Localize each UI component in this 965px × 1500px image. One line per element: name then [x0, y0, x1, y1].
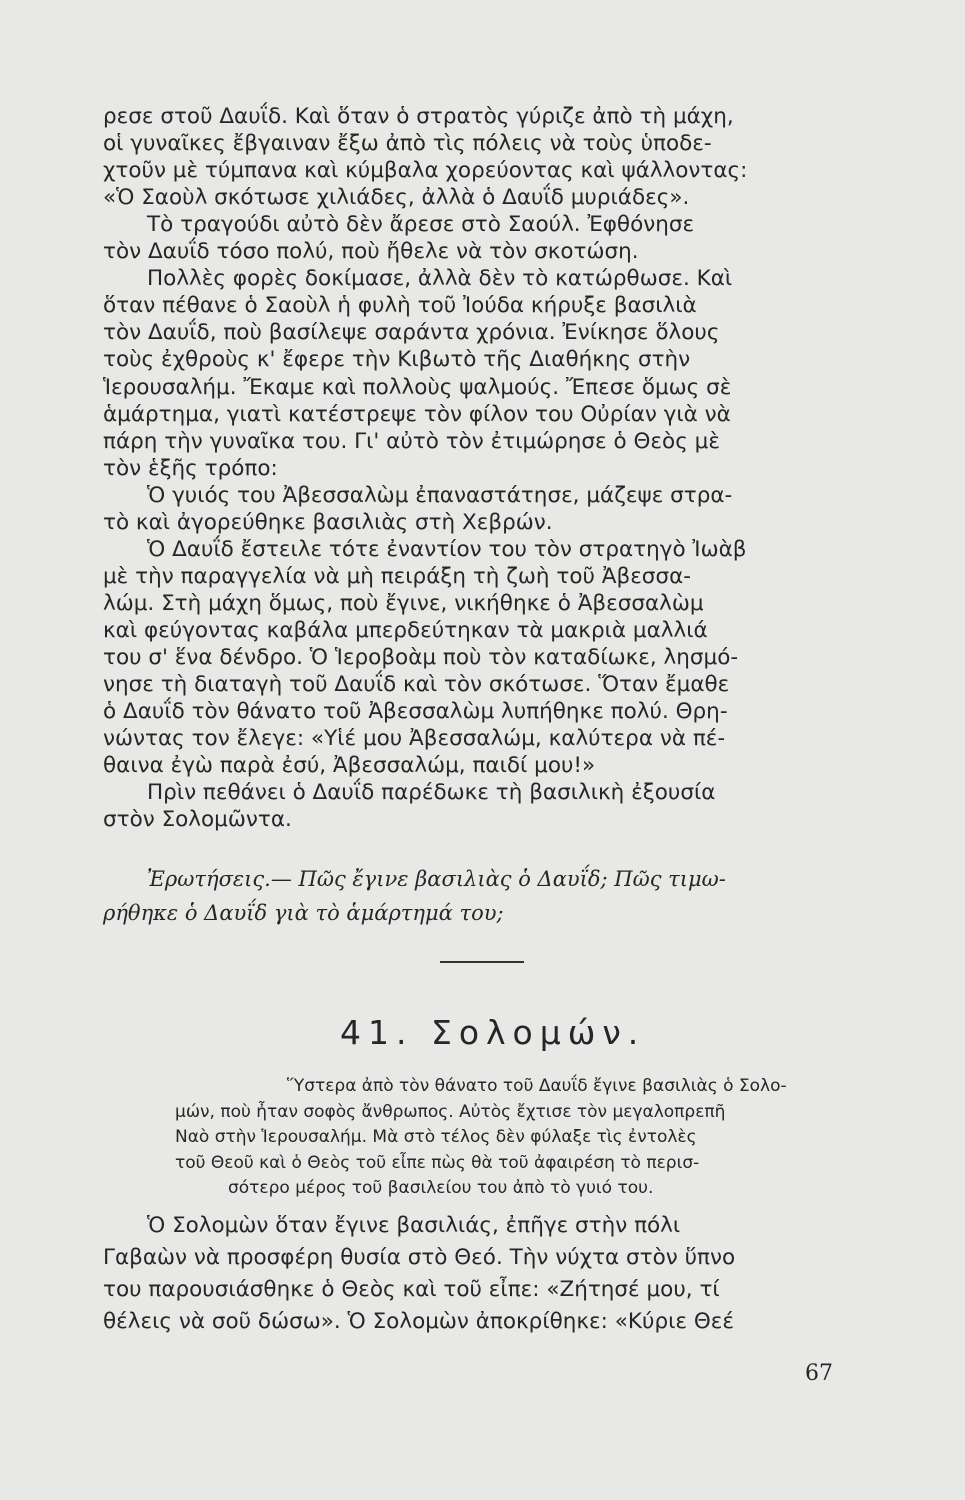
text-line: Γαβαὼν νὰ προσφέρη θυσία στὸ Θεό. Τὴν νύχτα στὸν ὕπνο [103, 1245, 736, 1270]
text-line: Ὕστερα ἀπὸ τὸν θάνατο τοῦ Δαυΐδ ἔγινε βασιλιὰς ὁ Σολο- [287, 1076, 787, 1096]
text-line: Πολλὲς φορὲς δοκίμασε, ἀλλὰ δὲν τὸ κατώρθωσε. Καὶ [147, 266, 733, 292]
text-line: Ὁ Σολομὼν ὅταν ἔγινε βασιλιάς, ἐπῆγε στὴν πόλι [147, 1213, 681, 1238]
text-line: πάρη τὴν γυναῖκα του. Γι' αὐτὸ τὸν ἐτιμώρησε ὁ Θεὸς μὲ [103, 428, 720, 454]
text-line: τὸν Δαυΐδ, ποὺ βασίλεψε σαράντα χρόνια. Ἐνίκησε ὅλους [103, 320, 720, 346]
text-line: σότερο μέρος τοῦ βασιλείου του ἀπὸ τὸ γυιό του. [228, 1178, 654, 1198]
text-line: στὸν Σολομῶντα. [103, 807, 292, 833]
text-line: ὁ Δαυΐδ τὸν θάνατο τοῦ Ἀβεσσαλὼμ λυπήθηκε πολύ. Θρη- [103, 699, 728, 725]
text-line: ὅταν πέθανε ὁ Σαοὺλ ἡ φυλὴ τοῦ Ἰούδα κήρυξε βασιλιὰ [103, 293, 697, 319]
text-line: του παρουσιάσθηκε ὁ Θεὸς καὶ τοῦ εἶπε: «Ζήτησέ μου, τί [103, 1277, 720, 1302]
page-number: 67 [805, 1361, 833, 1386]
text-line: «Ὁ Σαοὺλ σκότωσε χιλιάδες, ἀλλὰ ὁ Δαυΐδ μυριάδες». [103, 185, 690, 211]
text-line: Ὁ Δαυΐδ ἔστειλε τότε ἐναντίον του τὸν στρατηγὸ Ἰωὰβ [147, 536, 747, 562]
text-line: Τὸ τραγούδι αὐτὸ δὲν ἄρεσε στὸ Σαούλ. Ἐφθόνησε [147, 212, 695, 238]
text-line: τοὺς ἐχθροὺς κ' ἔφερε τὴν Κιβωτὸ τῆς Διαθήκης στὴν [103, 347, 691, 373]
text-line: τὸν ἑξῆς τρόπο: [103, 455, 278, 481]
text-line: ρήθηκε ὁ Δαυΐδ γιὰ τὸ ἁμάρτημά του; [103, 901, 504, 925]
text-line: Ναὸ στὴν Ἱερουσαλήμ. Μὰ στὸ τέλος δὲν φύλαξε τὶς ἐντολὲς [175, 1127, 697, 1147]
text-line: νησε τὴ διαταγὴ τοῦ Δαυΐδ καὶ τὸν σκότωσε. Ὅταν ἔμαθε [103, 672, 730, 698]
text-line: νώντας τον ἔλεγε: «Υἱέ μου Ἀβεσσαλώμ, καλύτερα νὰ πέ- [103, 726, 726, 752]
text-line: λώμ. Στὴ μάχη ὅμως, ποὺ ἔγινε, νικήθηκε ὁ Ἀβεσσαλὼμ [103, 590, 704, 616]
text-line: τοῦ Θεοῦ καὶ ὁ Θεὸς τοῦ εἶπε πὼς θὰ τοῦ ἀφαιρέση τὸ περισ- [175, 1152, 700, 1173]
section-heading: 41. Σολομών. [340, 1013, 646, 1052]
text-line: τὸ καὶ ἀγορεύθηκε βασιλιὰς στὴ Χεβρών. [103, 509, 553, 535]
text-line: τὸν Δαυΐδ τόσο πολύ, ποὺ ἤθελε νὰ τὸν σκοτώση. [103, 239, 639, 265]
text-line: του σ' ἕνα δένδρο. Ὁ Ἱεροβοὰμ ποὺ τὸν καταδίωκε, λησμό- [103, 645, 739, 670]
text-line: οἱ γυναῖκες ἔβγαιναν ἔξω ἀπὸ τὶς πόλεις νὰ τοὺς ὑποδε- [103, 131, 712, 157]
section-divider [440, 961, 524, 963]
text-line: χτοῦν μὲ τύμπανα καὶ κύμβαλα χορεύοντας καὶ ψάλλοντας: [103, 158, 748, 184]
text-line: Ὁ γυιός του Ἀβεσσαλὼμ ἐπαναστάτησε, μάζεψε στρα- [147, 482, 733, 508]
text-line: μών, ποὺ ἦταν σοφὸς ἄνθρωπος. Αὐτὸς ἔχτισε τὸν μεγαλοπρεπῆ [175, 1101, 726, 1122]
text-line: Πρὶν πεθάνει ὁ Δαυΐδ παρέδωκε τὴ βασιλικὴ ἐξουσία [147, 780, 716, 806]
text-line: Ἐρωτήσεις.— Πῶς ἔγινε βασιλιὰς ὁ Δαυΐδ; Πῶς τιμω- [147, 867, 726, 891]
text-line: Ἱερουσαλήμ. Ἔκαμε καὶ πολλοὺς ψαλμούς. Ἔπεσε ὅμως σὲ [103, 374, 732, 400]
text-line: ρεσε στοῦ Δαυΐδ. Καὶ ὅταν ὁ στρατὸς γύριζε ἀπὸ τὴ μάχη, [103, 104, 734, 129]
text-line: μὲ τὴν παραγγελία νὰ μὴ πειράξη τὴ ζωὴ τοῦ Ἀβεσσα- [103, 563, 691, 589]
text-line: καὶ φεύγοντας καβάλα μπερδεύτηκαν τὰ μακριὰ μαλλιά [103, 617, 708, 643]
text-line: θαινα ἐγὼ παρὰ ἐσύ, Ἀβεσσαλώμ, παιδί μου!» [103, 753, 596, 779]
text-line: θέλεις νὰ σοῦ δώσω». Ὁ Σολομὼν ἀποκρίθηκε: «Κύριε Θεέ [103, 1309, 734, 1334]
text-line: ἁμάρτημα, γιατὶ κατέστρεψε τὸν φίλον του Οὐρίαν γιὰ νὰ [103, 401, 731, 427]
